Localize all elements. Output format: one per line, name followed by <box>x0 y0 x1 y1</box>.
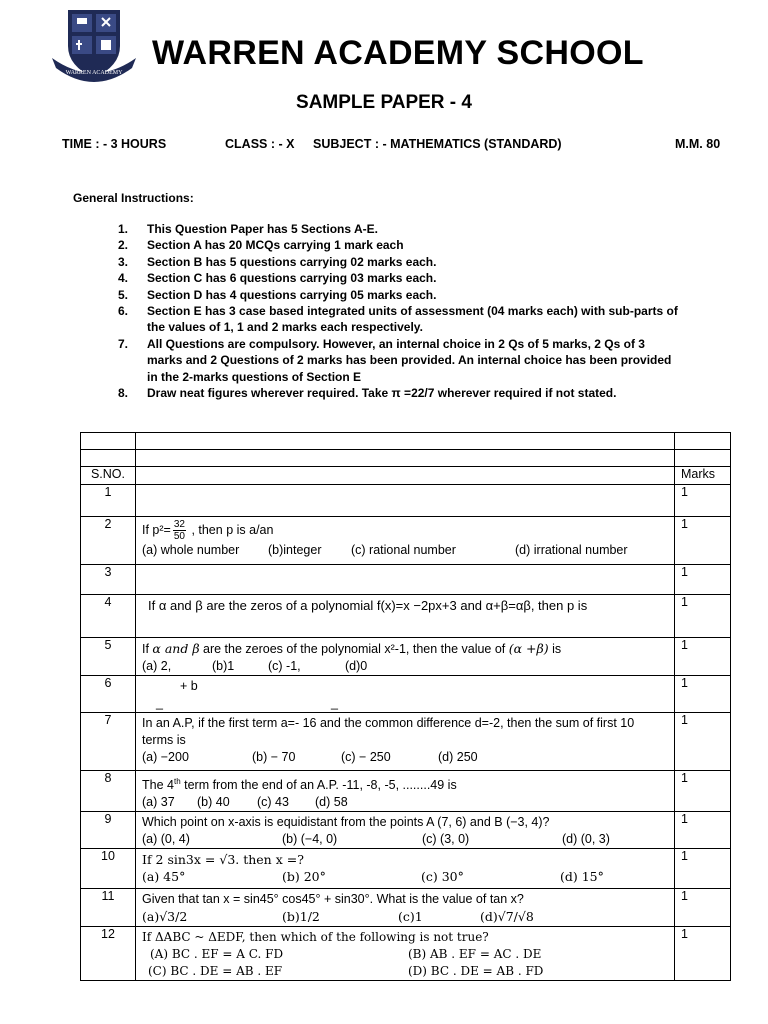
paper-title: SAMPLE PAPER - 4 <box>296 92 472 113</box>
school-name: WARREN ACADEMY SCHOOL <box>152 34 644 72</box>
subject-label: SUBJECT : - MATHEMATICS (STANDARD) <box>313 137 562 151</box>
question-marks: 1 <box>675 638 731 676</box>
question-marks: 1 <box>675 889 731 927</box>
max-marks-label: M.M. 80 <box>675 137 721 151</box>
school-crest-logo <box>48 6 140 88</box>
class-label: CLASS : - X <box>225 137 295 151</box>
question-text: If α and β are the zeros of a polynomial f(x)=x −2px+3 and α+β=αβ, then p is <box>136 595 675 638</box>
instructions-heading: General Instructions: <box>73 191 194 205</box>
question-number: 3 <box>81 565 136 595</box>
instruction-item: 5. Section D has 4 questions carrying 05 marks each. <box>118 287 437 302</box>
time-label: TIME : - 3 HOURS <box>62 137 167 151</box>
question-marks: 1 <box>675 517 731 565</box>
instruction-item: 2. Section A has 20 MCQs carrying 1 mark each <box>118 238 404 253</box>
question-marks: 1 <box>675 812 731 849</box>
questions-table <box>80 432 731 981</box>
question-text: If α and β are the zeroes of the polynomial x²-1, then the value of (α +β) is (a) 2, (b)1 (c) -1, (d)0 <box>136 638 675 676</box>
question-number: 5 <box>81 638 136 676</box>
question-number: 4 <box>81 595 136 638</box>
table-row <box>81 713 731 771</box>
question-marks: 1 <box>675 713 731 771</box>
table-row <box>81 517 731 565</box>
question-marks: 1 <box>675 849 731 889</box>
question-number: 1 <box>81 485 136 517</box>
question-number: 11 <box>81 889 136 927</box>
sno-header: S.NO. <box>81 467 136 485</box>
table-row <box>81 889 731 927</box>
question-text: If 2 sin3x = √3. then x =? (a) 45° (b) 20° (c) 30° (d) 15° <box>136 849 675 889</box>
table-row <box>81 676 731 713</box>
question-text: The 4th term from the end of an A.P. -11, -8, -5, ........49 is (a) 37 (b) 40 (c) 43 (d) 58 <box>136 771 675 812</box>
question-text: If p²= $\frac{32}{50}$ , then p is a/an (a) whole number (b)integer (c) rational number (d) irrational number <box>136 517 675 565</box>
question-number: 7 <box>81 713 136 771</box>
table-row <box>81 565 731 595</box>
question-marks: 1 <box>675 595 731 638</box>
logo-banner-text: WARREN ACADEMY <box>65 70 123 76</box>
instruction-item: 6. Section E has 3 case based integrated units of assessment (04 marks each) with sub-parts of the values of 1, 1 and 2 marks each respectively. <box>118 304 678 335</box>
question-text: Given that tan x = sin45° cos45° + sin30°. What is the value of tan x? (a)√3/2 (b)1/2 (c)1 (d)√7/√8 <box>136 889 675 927</box>
table-row <box>81 450 731 467</box>
question-marks: 1 <box>675 485 731 517</box>
question-text: Which point on x-axis is equidistant from the points A (7, 6) and B (−3, 4)? (a) (0, 4) (b) (−4, 0) (c) (3, 0) (d) (0, 3) <box>136 812 675 849</box>
instruction-item: 1. This Question Paper has 5 Sections A-E. <box>118 222 378 236</box>
table-header-row <box>81 467 731 485</box>
table-row <box>81 849 731 889</box>
question-text: In an A.P, if the first term a=- 16 and the common difference d=-2, then the sum of first 10 terms is (a) −200 (b) − 70 (c) − 250 (d) 250 <box>136 713 675 771</box>
question-number: 10 <box>81 849 136 889</box>
table-row <box>81 433 731 450</box>
question-number: 12 <box>81 927 136 981</box>
table-row <box>81 638 731 676</box>
question-number: 9 <box>81 812 136 849</box>
question-marks: 1 <box>675 927 731 981</box>
instruction-item: 7. All Questions are compulsory. However, an internal choice in 2 Qs of 5 marks, 2 Qs of 3 marks and 2 Questions of 2 marks has been provided. An internal choice has been provided in the 2-marks questions of Section E <box>118 336 672 384</box>
question-number: 2 <box>81 517 136 565</box>
question-marks: 1 <box>675 565 731 595</box>
question-number: 6 <box>81 676 136 713</box>
table-row <box>81 927 731 981</box>
instruction-item: 4. Section C has 6 questions carrying 03 marks each. <box>118 271 437 286</box>
table-row <box>81 595 731 638</box>
question-marks: 1 <box>675 676 731 713</box>
question-text: If ΔABC ~ ΔEDF, then which of the following is not true? (A) BC . EF = A C. FD (B) AB . EF = AC . DE (C) BC . DE = AB . EF (D) BC . DE = AB . FD <box>136 927 675 981</box>
question-marks: 1 <box>675 771 731 812</box>
question-number: 8 <box>81 771 136 812</box>
table-row <box>81 771 731 812</box>
instructions-list <box>118 221 678 401</box>
table-row <box>81 812 731 849</box>
instruction-item: 8. Draw neat figures wherever required. Take π =22/7 wherever required if not stated. <box>118 386 617 401</box>
marks-header: Marks <box>675 467 731 485</box>
table-row <box>81 485 731 517</box>
question-text: + b _ _ <box>136 676 675 713</box>
instruction-item: 3. Section B has 5 questions carrying 02 marks each. <box>118 254 437 269</box>
